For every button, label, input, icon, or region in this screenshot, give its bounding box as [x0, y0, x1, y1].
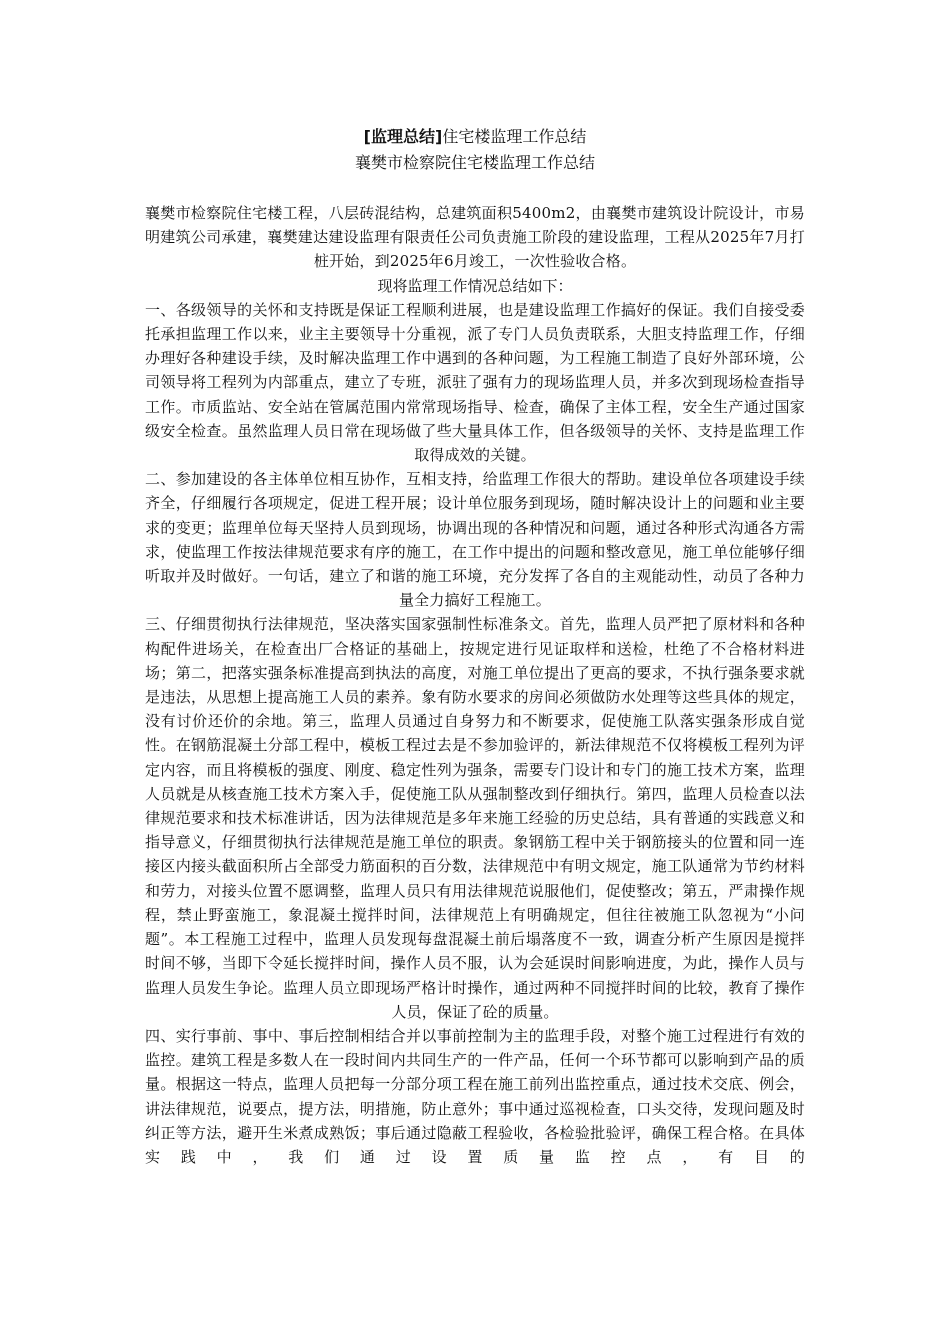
paragraph-3: 三、仔细贯彻执行法律规范，坚决落实国家强制性标准条文。首先，监理人员严把了原材料和各种构配件进场关，在检查出厂合格证的基础上，按规定进行见证取样和送检，杜绝了不合格材料进场；第二，把落实强条标准提高到执法的高度，对施工单位提出了更高的要求，不执行强条要求就是违法，从思想上提高施工人员的素养。象有防水要求的房间必须做防水处理等这些具体的规定，没有讨价还价的余地。第三，监理人员通过自身努力和不断要求，促使施工队落实强条形成自觉性。在钢筋混凝土分部工程中，模板工程过去是不参加验评的，新法律规范不仅将模板工程列为评定内容，而且将模板的强度、刚度、稳定性列为强条，需要专门设计和专门的施工技术方案，监理人员就是从核查施工技术方案入手，促使施工队从强制整改到仔细执行。第四，监理人员检查以法律规范要求和技术标准讲话，因为法律规范是多年来施工经验的历史总结，具有普通的实践意义和指导意义，仔细贯彻执行法律规范是施工单位的职责。象钢筋工程中关于钢筋接头的位置和同一连接区内接头截面积所占全部受力筋面积的百分数，法律规范中有明文规定，施工队通常为节约材料和劳力，对接头位置不愿调整，监理人员只有用法律规范说服他们，促使整改；第五，严肃操作规程，禁止野蛮施工，象混凝土搅拌时间，法律规范上有明确规定，但往往被施工队忽视为“小问题”。本工程施工过程中，监理人员发现每盘混凝土前后塌落度不一致，调查分析产生原因是搅拌时间不够，当即下令延长搅拌时间，操作人员不服，认为会延误时间影响进度，为此，操作人员与监理人员发生争论。监理人员立即现场严格计时操作，通过两种不同搅拌时间的比较，教育了操作人员，保证了砼的质量。	[145, 615, 805, 1021]
title-text: 住宅楼监理工作总结	[442, 127, 587, 146]
title-bracket-label: [监理总结]	[363, 127, 443, 146]
paragraph-4: 四、实行事前、事中、事后控制相结合并以事前控制为主的监理手段，对整个施工过程进行有效的监控。建筑工程是多数人在一段时间内共同生产的一件产品，任何一个环节都可以影响到产品的质量。根据这一特点，监理人员把每一分部分项工程在施工前列出监控重点，通过技术交底、例会，讲法律规范，说要点，提方法，明措施，防止意外；事中通过巡视检查，口头交待，发现问题及时纠正等方法，避开生米煮成熟饭；事后通过隐蔽工程验收，各检验批验评，确保工程合格。在具体实践中，我们通过设置质量监控点，有目的	[145, 1026, 805, 1166]
document-page	[145, 125, 805, 1169]
summary-heading: 现将监理工作情况总结如下：	[377, 276, 573, 295]
paragraph-1: 一、各级领导的关怀和支持既是保证工程顺利进展，也是建设监理工作搞好的保证。我们自接受委托承担监理工作以来，业主主要领导十分重视，派了专门人员负责联系，大胆支持监理工作，仔细办理好各种建设手续，及时解决监理工作中遇到的各种问题，为工程施工制造了良好外部环境，公司领导将工程列为内部重点，建立了专班，派驻了强有力的现场监理人员，并多次到现场检查指导工作。市质监站、安全站在管属范围内常常现场指导、检查，确保了主体工程，安全生产通过国家级安全检查。虽然监理人员日常在现场做了些大量具体工作，但各级领导的关怀、支持是监理工作取得成效的关键。	[145, 300, 805, 465]
intro-paragraph: 襄樊市检察院住宅楼工程，八层砖混结构，总建筑面积5400m2，由襄樊市建筑设计院设计，市易明建筑公司承建，襄樊建达建设监理有限责任公司负责施工阶段的建设监理，工程从2025年7月打桩开始，到2025年6月竣工，一次性验收合格。	[145, 204, 805, 271]
document-title	[145, 125, 805, 149]
paragraph-2: 二、参加建设的各主体单位相互协作，互相支持，给监理工作很大的帮助。建设单位各项建设手续齐全，仔细履行各项规定，促进工程开展；设计单位服务到现场，随时解决设计上的问题和业主要求的变更；监理单位每天坚持人员到现场，协调出现的各种情况和问题，通过各种形式沟通各方需求，使监理工作按法律规范要求有序的施工，在工作中提出的问题和整改意见，施工单位能够仔细听取并及时做好。一句话，建立了和谐的施工环境，充分发挥了各自的主观能动性，动员了各种力量全力搞好工程施工。	[145, 470, 805, 610]
spacer	[145, 175, 805, 201]
document-subtitle: 襄樊市检察院住宅楼监理工作总结	[354, 153, 595, 172]
